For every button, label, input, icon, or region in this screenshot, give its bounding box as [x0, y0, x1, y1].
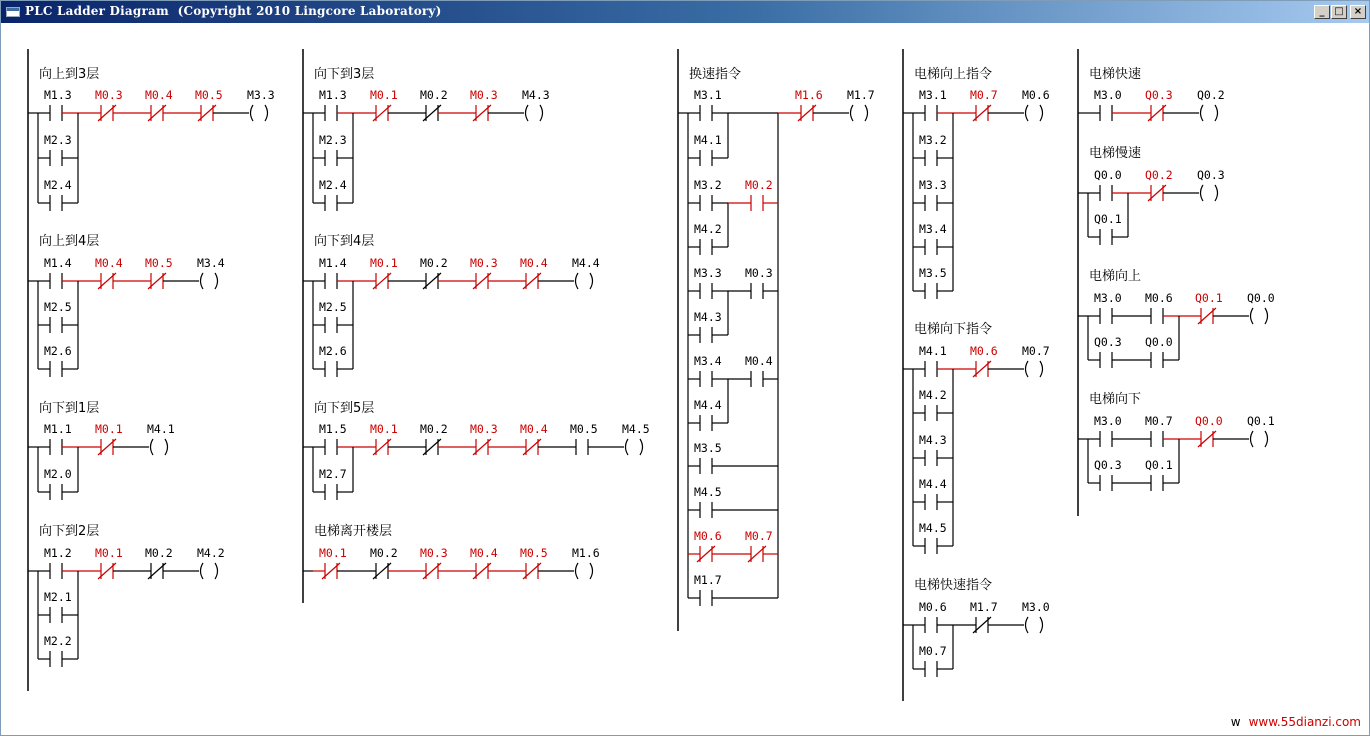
rung-title: 向下到5层 — [314, 401, 375, 416]
contact-label-m0-4: M0.4 — [520, 256, 548, 270]
coil-left — [626, 439, 629, 455]
contact-label-m2-2: M2.2 — [44, 634, 72, 648]
contact-label-m0-4: M0.4 — [520, 422, 548, 436]
coil-right — [540, 105, 543, 121]
coil-right — [1040, 105, 1043, 121]
coil-label-m3-4: M3.4 — [197, 256, 225, 270]
contact-label-m0-3: M0.3 — [95, 88, 123, 102]
title-bar[interactable] — [1, 1, 1369, 23]
coil-label-m4-4: M4.4 — [572, 256, 600, 270]
contact-label-m4-5: M4.5 — [919, 521, 947, 535]
contact-label-m0-2: M0.2 — [420, 256, 448, 270]
window-title: PLC Ladder Diagram (Copyright 2010 Lingcore Laboratory) — [25, 4, 442, 18]
rung-title: 电梯快速 — [1089, 67, 1142, 82]
diagram-canvas — [1, 23, 1369, 735]
contact-label-m3-5: M3.5 — [919, 266, 947, 280]
coil-left — [151, 439, 154, 455]
coil-right — [265, 105, 268, 121]
contact-label-m2-4: M2.4 — [44, 178, 72, 192]
contact-label-m1-5: M1.5 — [319, 422, 347, 436]
coil-right — [165, 439, 168, 455]
coil-label-m4-2: M4.2 — [197, 546, 225, 560]
coil-left — [851, 105, 854, 121]
contact-label-m1-7: M1.7 — [694, 573, 722, 587]
contact-label-m1-2: M1.2 — [44, 546, 72, 560]
contact-label-m1-3: M1.3 — [319, 88, 347, 102]
app-icon — [6, 7, 20, 17]
coil-label-q0-1: Q0.1 — [1247, 414, 1275, 428]
coil-right — [1265, 431, 1268, 447]
coil-left — [201, 273, 204, 289]
coil-left — [1201, 105, 1204, 121]
coil-right — [865, 105, 868, 121]
contact-label-m2-5: M2.5 — [319, 300, 347, 314]
contact-label-m0-1: M0.1 — [95, 546, 123, 560]
contact-label-m0-6: M0.6 — [1145, 291, 1173, 305]
contact-label-m0-7: M0.7 — [970, 88, 998, 102]
contact-label-m0-4: M0.4 — [745, 354, 773, 368]
coil-label-m4-5: M4.5 — [622, 422, 650, 436]
contact-label-m2-4: M2.4 — [319, 178, 347, 192]
contact-label-m4-1: M4.1 — [919, 344, 947, 358]
contact-label-m3-3: M3.3 — [694, 266, 722, 280]
rung-title: 电梯离开楼层 — [314, 524, 393, 539]
rung-title: 向下到1层 — [39, 401, 100, 416]
contact-label-q0-1: Q0.1 — [1145, 458, 1173, 472]
close-button[interactable]: × — [1350, 5, 1366, 19]
contact-label-m0-7: M0.7 — [919, 644, 947, 658]
coil-left — [201, 563, 204, 579]
rung-title: 电梯向下指令 — [914, 322, 993, 337]
coil-right — [590, 563, 593, 579]
contact-label-m0-3: M0.3 — [745, 266, 773, 280]
contact-label-m3-0: M3.0 — [1094, 414, 1122, 428]
coil-right — [1040, 617, 1043, 633]
contact-label-q0-1: Q0.1 — [1094, 212, 1122, 226]
contact-label-m2-3: M2.3 — [44, 133, 72, 147]
rung-title: 向下到4层 — [314, 234, 375, 249]
contact-label-m0-4: M0.4 — [470, 546, 498, 560]
contact-label-m0-7: M0.7 — [745, 529, 773, 543]
contact-label-m2-1: M2.1 — [44, 590, 72, 604]
coil-label-m1-7: M1.7 — [847, 88, 875, 102]
contact-label-m0-5: M0.5 — [520, 546, 548, 560]
contact-label-m0-2: M0.2 — [370, 546, 398, 560]
coil-label-m4-1: M4.1 — [147, 422, 175, 436]
contact-label-m2-6: M2.6 — [44, 344, 72, 358]
contact-label-m4-1: M4.1 — [694, 133, 722, 147]
rung-title: 向上到4层 — [39, 234, 100, 249]
contact-label-m2-5: M2.5 — [44, 300, 72, 314]
contact-label-m0-1: M0.1 — [370, 256, 398, 270]
contact-label-m0-6: M0.6 — [694, 529, 722, 543]
footer-watermark — [1231, 715, 1361, 729]
coil-right — [215, 563, 218, 579]
contact-label-m4-3: M4.3 — [919, 433, 947, 447]
coil-right — [640, 439, 643, 455]
contact-label-m2-3: M2.3 — [319, 133, 347, 147]
ladder-diagram — [1, 23, 1369, 735]
contact-label-m3-0: M3.0 — [1094, 291, 1122, 305]
contact-label-m0-6: M0.6 — [970, 344, 998, 358]
contact-label-m0-1: M0.1 — [370, 88, 398, 102]
contact-label-m2-7: M2.7 — [319, 467, 347, 481]
coil-left — [526, 105, 529, 121]
coil-label-q0-0: Q0.0 — [1247, 291, 1275, 305]
coil-left — [1026, 617, 1029, 633]
contact-label-m3-4: M3.4 — [919, 222, 947, 236]
coil-right — [1215, 185, 1218, 201]
contact-label-m0-6: M0.6 — [919, 600, 947, 614]
coil-label-q0-3: Q0.3 — [1197, 168, 1225, 182]
contact-label-m1-7: M1.7 — [970, 600, 998, 614]
coil-right — [1265, 308, 1268, 324]
coil-left — [251, 105, 254, 121]
coil-left — [1251, 431, 1254, 447]
coil-left — [576, 563, 579, 579]
rung-title: 电梯向上 — [1089, 269, 1142, 284]
coil-label-m0-7: M0.7 — [1022, 344, 1050, 358]
coil-right — [1040, 361, 1043, 377]
contact-label-m0-4: M0.4 — [145, 88, 173, 102]
contact-label-q0-3: Q0.3 — [1145, 88, 1173, 102]
contact-label-m2-6: M2.6 — [319, 344, 347, 358]
rung-title: 换速指令 — [689, 67, 742, 82]
contact-label-m3-5: M3.5 — [694, 441, 722, 455]
contact-label-m4-5: M4.5 — [694, 485, 722, 499]
contact-label-q0-0: Q0.0 — [1145, 335, 1173, 349]
coil-label-m3-3: M3.3 — [247, 88, 275, 102]
contact-label-m0-2: M0.2 — [420, 88, 448, 102]
contact-label-m3-0: M3.0 — [1094, 88, 1122, 102]
coil-left — [1026, 105, 1029, 121]
contact-label-m0-3: M0.3 — [470, 88, 498, 102]
contact-label-m0-4: M0.4 — [95, 256, 123, 270]
contact-label-m4-3: M4.3 — [694, 310, 722, 324]
coil-right — [1215, 105, 1218, 121]
rung-title: 电梯向下 — [1089, 392, 1142, 407]
rung-title: 向下到3层 — [314, 67, 375, 82]
contact-label-m0-3: M0.3 — [470, 422, 498, 436]
contact-label-q0-3: Q0.3 — [1094, 458, 1122, 472]
minimize-button[interactable]: _ — [1314, 5, 1330, 19]
maximize-button[interactable]: □ — [1331, 5, 1347, 19]
contact-label-m0-5: M0.5 — [195, 88, 223, 102]
contact-label-q0-3: Q0.3 — [1094, 335, 1122, 349]
contact-label-m3-2: M3.2 — [694, 178, 722, 192]
contact-label-m1-6: M1.6 — [795, 88, 823, 102]
contact-label-m0-5: M0.5 — [145, 256, 173, 270]
contact-label-m1-3: M1.3 — [44, 88, 72, 102]
contact-label-m0-2: M0.2 — [145, 546, 173, 560]
contact-label-m0-1: M0.1 — [370, 422, 398, 436]
rung-title: 电梯快速指令 — [914, 578, 993, 593]
coil-left — [576, 273, 579, 289]
footer-prefix: w — [1230, 715, 1241, 729]
contact-label-m1-4: M1.4 — [319, 256, 347, 270]
rung-title: 向下到2层 — [39, 524, 100, 539]
contact-label-q0-2: Q0.2 — [1145, 168, 1173, 182]
contact-label-m3-1: M3.1 — [694, 88, 722, 102]
contact-label-q0-0: Q0.0 — [1094, 168, 1122, 182]
contact-label-m4-2: M4.2 — [919, 388, 947, 402]
coil-right — [590, 273, 593, 289]
rung-title: 电梯向上指令 — [914, 67, 993, 82]
rung-title: 电梯慢速 — [1089, 146, 1142, 161]
contact-label-m0-2: M0.2 — [745, 178, 773, 192]
coil-label-m3-0: M3.0 — [1022, 600, 1050, 614]
coil-right — [215, 273, 218, 289]
coil-left — [1026, 361, 1029, 377]
contact-label-m1-1: M1.1 — [44, 422, 72, 436]
contact-label-m0-5: M0.5 — [570, 422, 598, 436]
contact-label-m0-7: M0.7 — [1145, 414, 1173, 428]
coil-label-q0-2: Q0.2 — [1197, 88, 1225, 102]
contact-label-q0-0: Q0.0 — [1195, 414, 1223, 428]
contact-label-m0-3: M0.3 — [470, 256, 498, 270]
contact-label-m0-1: M0.1 — [319, 546, 347, 560]
contact-label-m3-1: M3.1 — [919, 88, 947, 102]
contact-label-m1-4: M1.4 — [44, 256, 72, 270]
contact-label-q0-1: Q0.1 — [1195, 291, 1223, 305]
coil-left — [1201, 185, 1204, 201]
coil-label-m0-6: M0.6 — [1022, 88, 1050, 102]
contact-label-m0-3: M0.3 — [420, 546, 448, 560]
footer-site: www.55dianzi.com — [1248, 715, 1361, 729]
contact-label-m3-4: M3.4 — [694, 354, 722, 368]
contact-label-m4-4: M4.4 — [919, 477, 947, 491]
contact-label-m2-0: M2.0 — [44, 467, 72, 481]
rung-title: 向上到3层 — [39, 67, 100, 82]
contact-label-m4-4: M4.4 — [694, 398, 722, 412]
contact-label-m0-2: M0.2 — [420, 422, 448, 436]
contact-label-m3-2: M3.2 — [919, 133, 947, 147]
coil-label-m4-3: M4.3 — [522, 88, 550, 102]
contact-label-m4-2: M4.2 — [694, 222, 722, 236]
coil-label-m1-6: M1.6 — [572, 546, 600, 560]
contact-label-m3-3: M3.3 — [919, 178, 947, 192]
contact-label-m0-1: M0.1 — [95, 422, 123, 436]
coil-left — [1251, 308, 1254, 324]
